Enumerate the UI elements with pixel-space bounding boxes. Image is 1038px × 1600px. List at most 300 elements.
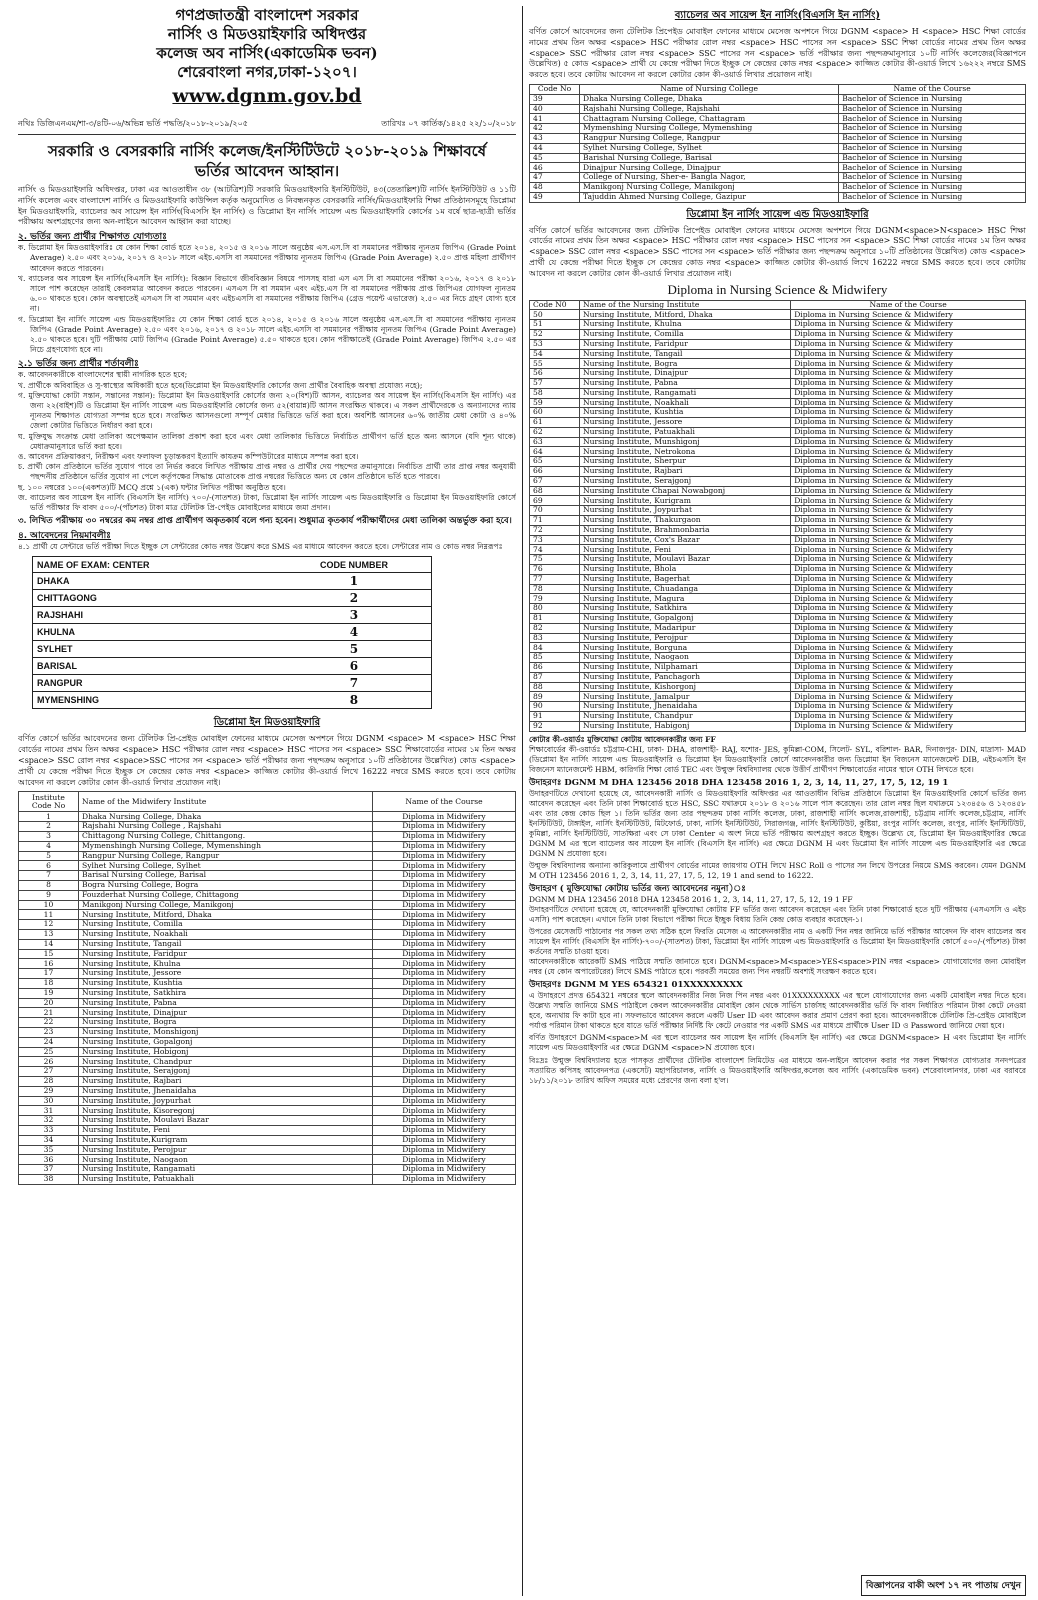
institute-cell: Nursing Institute, Kushtia xyxy=(580,408,791,418)
section-21-heading: ২.১ ভর্তির জন্য প্রার্থীর শর্তাবলীঃ xyxy=(18,359,139,370)
code-cell: 50 xyxy=(530,310,580,320)
course-cell: Diploma in Midwifery xyxy=(372,851,515,861)
example-2-consent: আবেদনকারীকে আরেকটি SMS পাঠিয়ে সম্মতি জানাতে হবে। DGNM<space>M<space>YES<space>PIN নম্বর <space> যোগাযোগের জন্য মোবাইল নম্বর (যে কোন অপারেটরের) লিখে SMS পাঠাতে হবে। পরবর্তী সময়ের জন্য পিন নম্বরটি অবশ্যই সংরক্ষণ করতে হবে। xyxy=(529,956,1026,976)
special-notice: বিঃদ্রঃ উন্মুক্ত বিশ্ববিদ্যালয় হতে পাসকৃত প্রার্থীদের টেলিটক বাংলাদেশ লিমিটেড এর মাধ্যমে অন-লাইনে আবেদন করার পর সকল শিক্ষাগত যোগ্যতার সনদপত্রের সত্যায়িত কপিসহ আবেদনপত্র (একসেট) মহাপরিচালক, নার্সিং ও মিডওয়াইফারি অধিদপ্তর,কলেজ অব নার্সিং (একাডেমিক ভবন) শেরেবাংলানগর, ঢাকা এর বরাবরে ১৮/১১/২০১৮ তারিখ অফিস সময়ের মধ্যে প্রেরণের জন্য বলা হ'ল। xyxy=(529,1055,1026,1085)
table-row xyxy=(530,418,1026,428)
table-row xyxy=(19,988,516,998)
course-cell: Diploma in Nursing Science & Midwifery xyxy=(791,388,1026,398)
institute-cell: Dhaka Nursing College, Dhaka xyxy=(79,812,373,822)
table-row xyxy=(530,623,1026,633)
center-name: DHAKA xyxy=(33,573,277,590)
table-row xyxy=(530,437,1026,447)
code-cell: 73 xyxy=(530,535,580,545)
code-cell: 81 xyxy=(530,614,580,624)
course-cell: Diploma in Nursing Science & Midwifery xyxy=(791,369,1026,379)
institute-cell: Rangpur Nursing College, Rangpur xyxy=(580,133,839,143)
center-code: 5 xyxy=(277,641,432,658)
code-cell: 68 xyxy=(530,486,580,496)
institute-cell: Nursing Institute, Mitford, Dhaka xyxy=(79,910,373,920)
course-cell: Diploma in Midwifery xyxy=(372,920,515,930)
institute-cell: Nursing Institute, Chandpur xyxy=(79,1057,373,1067)
mw-col-code: Institute Code No xyxy=(19,792,79,812)
institute-cell: Nursing Institute, Khulna xyxy=(580,320,791,330)
institute-cell: Sylhet Nursing College, Sylhet xyxy=(580,143,839,153)
bsc-table xyxy=(529,84,1026,203)
institute-cell: College of Nursing, Sher-e- Bangla Nagor, xyxy=(580,173,839,183)
institute-cell: Nursing Institute, Jessore xyxy=(79,969,373,979)
table-row xyxy=(530,192,1026,202)
course-cell: Diploma in Nursing Science & Midwifery xyxy=(791,623,1026,633)
course-cell: Diploma in Nursing Science & Midwifery xyxy=(791,437,1026,447)
reference-date: তারিখঃ ০৭ কার্তিক/১৪২৫ ২২/১০/২০১৮ xyxy=(381,119,516,128)
code-cell: 31 xyxy=(19,1106,79,1116)
code-cell: 88 xyxy=(530,682,580,692)
course-cell: Diploma in Midwifery xyxy=(372,1135,515,1145)
bsc-col-code: Code No xyxy=(530,84,580,94)
institute-cell: Nursing Institute, Serajgonj xyxy=(580,476,791,486)
table-row xyxy=(530,574,1026,584)
code-cell: 62 xyxy=(530,427,580,437)
institute-cell: Nursing Institute, Naogaon xyxy=(79,1155,373,1165)
code-cell: 14 xyxy=(19,939,79,949)
table-row xyxy=(530,476,1026,486)
code-cell: 53 xyxy=(530,339,580,349)
code-cell: 3 xyxy=(19,832,79,842)
table-row xyxy=(530,643,1026,653)
institute-cell: Nursing Institute, Gopalgonj xyxy=(580,614,791,624)
institute-cell: Nursing Institute,Kurigram xyxy=(79,1135,373,1145)
exam-center-table xyxy=(32,556,432,709)
course-cell: Diploma in Midwifery xyxy=(372,979,515,989)
center-code: 2 xyxy=(277,590,432,607)
condition-item: খ. প্রার্থীকে অবিবাহিত ও সু-স্বাস্থ্যের অধিকারী হতে হবে(ডিপ্লোমা ইন মিডওয়াইফারি কোর্সের জন্য প্রার্থীর বৈবাহিক অবস্থা প্রযোজ্য নহে); xyxy=(18,380,423,390)
institute-cell: Nursing Institute, Nilphamari xyxy=(580,663,791,673)
institute-cell: Dinajpur Nursing College, Dinajpur xyxy=(580,163,839,173)
institute-cell: Barisal Nursing College, Barisal xyxy=(79,871,373,881)
code-cell: 30 xyxy=(19,1096,79,1106)
course-cell: Diploma in Midwifery xyxy=(372,1174,515,1184)
course-cell: Diploma in Nursing Science & Midwifery xyxy=(791,476,1026,486)
code-cell: 19 xyxy=(19,988,79,998)
course-cell: Diploma in Nursing Science & Midwifery xyxy=(791,721,1026,731)
course-cell: Diploma in Midwifery xyxy=(372,900,515,910)
institute-cell: Nursing Institute, Borguna xyxy=(580,643,791,653)
table-row xyxy=(530,153,1026,163)
board-keywords: শিক্ষাবোর্ডের কী-ওয়ার্ডঃ চট্টগ্রাম-CHI, ঢাকা- DHA, রাজশাহী- RAJ, যশোর- JES, কুমিল্লা-COM, সিলেট- SYL, বরিশাল- BAR, দিনাজপুর- DIN, মাদ্রাসা- MAD (ডিপ্লোমা ইন নার্সিং সায়েন্স এন্ড মিডওয়াইফারি ও ডিপ্লোমা ইন মিডওয়াইফারি কোর্সে আবেদনকারীর জন্য ডিপ্লোমা ইন বিজনেস ম্যানেজমেন্ট DIB, এইচএসসি ইন বিজনেস ম্যানেজমেন্ট HBM, কারিগরি শিক্ষা বোর্ড TEC এবং উন্মুক্ত বিশ্ববিদ্যালয় থেকে উত্তীর্ণ প্রার্থীগণ শিক্ষাবোর্ডের নামের স্থানে OTH লিখতে হবে। xyxy=(529,744,1026,774)
course-cell: Diploma in Midwifery xyxy=(372,949,515,959)
center-row xyxy=(33,607,432,624)
center-row xyxy=(33,658,432,675)
institute-cell: Nursing Institute, Monshigonj xyxy=(79,1027,373,1037)
course-cell: Diploma in Nursing Science & Midwifery xyxy=(791,496,1026,506)
institute-cell: Dhaka Nursing College, Dhaka xyxy=(580,94,839,104)
course-cell: Diploma in Nursing Science & Midwifery xyxy=(791,447,1026,457)
table-row xyxy=(19,812,516,822)
table-row xyxy=(19,1165,516,1175)
course-cell: Diploma in Nursing Science & Midwifery xyxy=(791,486,1026,496)
example-1-text: উদাহরণটিতে দেখানো হয়েছে যে, আবেদনকারী নার্সিং ও মিডওয়াইফারি অধিদপ্তর এর আওতাধীন বিভিন্ন প্রতিষ্ঠানে ডিপ্লোমা ইন মিডওয়াইফারি কোর্সে ভর্তির জন্য আবেদন করেছেন এবং তিনি ঢাকা শিক্ষাবোর্ড হতে HSC, SSC যথাক্রমে ২০১৮ ও ২০১৬ সালে পাস করেছেন। তার রোল নম্বর ছিল যথাক্রমে ১২৩৪৫৬ ও ১২৩৪৫৮ এবং তার কেন্দ্র কোড ছিল ১। তিনি ভর্তির জন্য তার পছন্দক্রম ঢাকা নার্সিং কলেজ, ঢাকা, রাজশাহী নার্সিং কলেজ,রাজশাহী, চট্টগ্রাম নার্সিং কলেজ,চট্টগ্রাম, নার্সিং ইনস্টিটিউট, টাঙ্গাইল, নার্সিং ইনস্টিটিউট, মিটফোর্ড, ঢাকা, নার্সিং ইনস্টিটিউট, সিরাজগঞ্জ, নার্সিং ইনস্টিটিউট, কুষ্টিয়া, রংপুর নার্সিং কলেজ, রংপুর, নার্সিং ইনস্টিটিউট, কুমিল্লা, নার্সিং ইনস্টিটিউট, সাতক্ষিরা এবং সে ঢাকা Center এ অংশ নিয়ে ভর্তি পরীক্ষায় অংশগ্রহণ করতে ইচ্ছুক। উল্লেখ্য যে, ডিপ্লোমা ইন মিডওয়াইফারির ক্ষেত্রে DGNM M এর স্থলে ব্যাচেলর অব সায়েন্স ইন নার্সিং (বিএসসি ইন নার্সিং) এর ক্ষেত্রে DGNM H এবং ডিপ্লোমা ইন নার্সিং সায়েন্স এন্ড মিডওয়াইফারি এর ক্ষেত্রে DGNM N প্রযোজ্য হবে। xyxy=(529,788,1026,858)
institute-cell: Nursing Institute, Naogaon xyxy=(580,653,791,663)
table-row xyxy=(530,359,1026,369)
table-row xyxy=(19,1125,516,1135)
table-row xyxy=(530,682,1026,692)
course-cell: Diploma in Midwifery xyxy=(372,939,515,949)
table-row xyxy=(530,349,1026,359)
code-cell: 49 xyxy=(530,192,580,202)
condition-item: ছ. ১০০ নম্বরের ১০০(একশত)টি MCQ প্রশ্নে ১(এক) ঘন্টার লিখিত পরীক্ষা অনুষ্ঠিত হবে। xyxy=(18,482,286,492)
table-row xyxy=(530,594,1026,604)
course-cell: Diploma in Midwifery xyxy=(372,1125,515,1135)
table-row xyxy=(530,329,1026,339)
condition-item: গ. মুক্তিযোদ্ধা কোটা সন্তান, সন্তানের সন্তান): ডিপ্লোমা ইন মিডওয়াইফারি কোর্সের জন্য ২০(বিশ)টি আসন, ব্যাচেলর অব সায়েন্স ইন নার্সিং(বিএসসি ইন নার্সিং) এর জন্য ২২(বাইশ)টি ও ডিপ্লোমা ইন নার্সিং সায়েন্স এন্ড মিডওয়াইফারি কোর্সের জন্য ৫২(বায়ান্ন)টি আসন সংরক্ষিত থাকবে। এ সকল প্রার্থীদেরকে ও অন্যান্যদের ন্যায় ন্যূনতম শিক্ষাগত যোগ্যতা সম্পন্ন হতে হবে। সংরক্ষিত আসনগুলো সম্পূর্ণ মেধার ভিত্তিতে ভর্তি করা হবে। অবশিষ্ট আসনের ৬০% জাতীয় মেধা কোটা ও ৪০% জেলা কোটার ভিত্তিতে নির্ধারণ করা হবে। xyxy=(18,390,516,431)
dnsm-table xyxy=(529,300,1026,732)
course-cell: Diploma in Midwifery xyxy=(372,871,515,881)
code-cell: 63 xyxy=(530,437,580,447)
table-row xyxy=(19,939,516,949)
code-cell: 70 xyxy=(530,506,580,516)
mw-col-course: Name of the Course xyxy=(372,792,515,812)
course-cell: Diploma in Midwifery xyxy=(372,1086,515,1096)
code-cell: 86 xyxy=(530,663,580,673)
center-code: 1 xyxy=(277,573,432,590)
institute-cell: Nursing Institute, Faridpur xyxy=(580,339,791,349)
course-cell: Diploma in Midwifery xyxy=(372,1165,515,1175)
condition-item: ঘ. মুক্তিযুদ্ধ সংক্রান্ত মেধা তালিকা অপেক্ষমান তালিকা প্রকাশ করা হবে এবং মেধা তালিকার ভিত্তিতে নির্বাচিত প্রার্থীগণ ভর্তি হতে অন্য আসনে (যদি শূন্য থাকে) মেধাক্রমানুসারে ভর্তি করা হবে। xyxy=(18,431,516,451)
course-cell: Bachelor of Science in Nursing xyxy=(839,143,1026,153)
institute-cell: Nursing Institute, Satkhira xyxy=(580,604,791,614)
code-cell: 25 xyxy=(19,1047,79,1057)
table-row xyxy=(530,535,1026,545)
institute-cell: Nursing Institute, Madaripur xyxy=(580,623,791,633)
code-cell: 56 xyxy=(530,369,580,379)
center-row xyxy=(33,624,432,641)
course-cell: Diploma in Midwifery xyxy=(372,910,515,920)
center-name: MYMENSHING xyxy=(33,692,277,709)
table-row xyxy=(530,692,1026,702)
table-row xyxy=(530,584,1026,594)
code-cell: 77 xyxy=(530,574,580,584)
code-cell: 48 xyxy=(530,182,580,192)
code-cell: 33 xyxy=(19,1125,79,1135)
institute-cell: Nursing Institute, Gopalgonj xyxy=(79,1037,373,1047)
code-cell: 12 xyxy=(19,920,79,930)
institute-cell: Nursing Institute, Kishorgonj xyxy=(580,682,791,692)
institute-cell: Nursing Institute, Habigonj xyxy=(580,721,791,731)
code-cell: 66 xyxy=(530,467,580,477)
code-cell: 13 xyxy=(19,930,79,940)
code-cell: 54 xyxy=(530,349,580,359)
table-row xyxy=(530,369,1026,379)
dnsm-col-code: Code N0 xyxy=(530,300,580,310)
course-cell: Diploma in Nursing Science & Midwifery xyxy=(791,329,1026,339)
course-cell: Diploma in Nursing Science & Midwifery xyxy=(791,545,1026,555)
code-cell: 20 xyxy=(19,998,79,1008)
code-cell: 76 xyxy=(530,565,580,575)
institute-cell: Nursing Institute, Serajgonj xyxy=(79,1067,373,1077)
institute-cell: Nursing Institute, Moulavi Bazar xyxy=(79,1116,373,1126)
institute-cell: Nursing Institute, Kurigram xyxy=(580,496,791,506)
institute-cell: Nursing Institute Chapai Nowabgonj xyxy=(580,486,791,496)
institute-cell: Fouzderhat Nursing College, Chittagong xyxy=(79,890,373,900)
dnsm-english-heading: Diploma in Nursing Science & Midwifery xyxy=(667,281,888,297)
table-row xyxy=(19,851,516,861)
code-cell: 44 xyxy=(530,143,580,153)
reference-row xyxy=(18,118,516,135)
institute-cell: Nursing Institute, Feni xyxy=(580,545,791,555)
bsc-col-course: Name of the Course xyxy=(839,84,1026,94)
code-cell: 61 xyxy=(530,418,580,428)
course-cell: Diploma in Nursing Science & Midwifery xyxy=(791,682,1026,692)
center-row xyxy=(33,590,432,607)
midwifery-instructions: বর্ণিত কোর্সে ভর্তির আবেদনের জন্য টেলিটক প্রি-প্রেইড মোবাইল ফোনের মাধ্যমে মেসেজ অপশনে গিয়ে DGNM <space> M <space> HSC শিক্ষা বোর্ডের নামের প্রথম তিন অক্ষর <space> HSC পরীক্ষার রোল নম্বর <space> HSC পাসের সন <space> SSC শিক্ষাবোর্ডের নামের ১ম তিন অক্ষর <space> SSC রোল নম্বর <space>SSC পাসের সন <space> ভর্তি পরীক্ষার জন্য পছন্দক্রম অনুসারে ১০টি প্রতিষ্ঠানের উল্লেখিত) কোড <space> প্রার্থী যে কেন্দ্রে পরীক্ষা দিতে ইচ্ছুক সে কেন্দ্রের কোড নম্বর <space> কাজ্জিত কোটার কী-ওয়ার্ড লিখে 16222 নম্বরে SMS করতে হবে। তবে কোটায় আবেদন না করলে কোটার কোন কী-ওয়ার্ড লিখার প্রয়োজন নাই। xyxy=(18,734,516,787)
course-cell: Diploma in Nursing Science & Midwifery xyxy=(791,506,1026,516)
institute-cell: Nursing Institute, Pabna xyxy=(580,378,791,388)
code-cell: 32 xyxy=(19,1116,79,1126)
code-cell: 1 xyxy=(19,812,79,822)
table-row xyxy=(530,672,1026,682)
course-cell: Diploma in Nursing Science & Midwifery xyxy=(791,427,1026,437)
institute-cell: Nursing Institute, Cox's Bazar xyxy=(580,535,791,545)
course-cell: Diploma in Midwifery xyxy=(372,1067,515,1077)
code-cell: 83 xyxy=(530,633,580,643)
course-cell: Diploma in Nursing Science & Midwifery xyxy=(791,565,1026,575)
institute-cell: Nursing Institute, Thakurgaon xyxy=(580,516,791,526)
code-cell: 10 xyxy=(19,900,79,910)
institute-cell: Nursing Institute, Comilla xyxy=(580,329,791,339)
code-cell: 29 xyxy=(19,1086,79,1096)
code-cell: 24 xyxy=(19,1037,79,1047)
table-row xyxy=(19,890,516,900)
code-cell: 2 xyxy=(19,822,79,832)
institute-cell: Nursing Institute, Pabna xyxy=(79,998,373,1008)
table-row xyxy=(530,525,1026,535)
institute-cell: Nursing Institute, Chuadanga xyxy=(580,584,791,594)
institute-cell: Manikgonj Nursing College, Manikgonj xyxy=(580,182,839,192)
course-cell: Diploma in Midwifery xyxy=(372,890,515,900)
table-row xyxy=(19,969,516,979)
course-cell: Diploma in Midwifery xyxy=(372,841,515,851)
dnsm-col-course: Name of the Course xyxy=(791,300,1026,310)
course-cell: Diploma in Nursing Science & Midwifery xyxy=(791,408,1026,418)
center-name: CHITTAGONG xyxy=(33,590,277,607)
institute-cell: Rangpur Nursing College, Rangpur xyxy=(79,851,373,861)
institute-cell: Nursing Institute, Brahmonbaria xyxy=(580,525,791,535)
course-cell: Diploma in Nursing Science & Midwifery xyxy=(791,320,1026,330)
code-cell: 7 xyxy=(19,871,79,881)
center-name: RANGPUR xyxy=(33,675,277,692)
table-row xyxy=(19,1027,516,1037)
center-col-name: NAME OF EXAM: CENTER xyxy=(37,559,150,570)
institute-cell: Chattagram Nursing College, Chattagram xyxy=(580,114,839,124)
course-cell: Diploma in Nursing Science & Midwifery xyxy=(791,633,1026,643)
code-cell: 40 xyxy=(530,104,580,114)
quota-keyword: কোটার কী-ওয়ার্ডঃ মুক্তিযোদ্ধা কোটায় আবেদনকারীর জন্য FF xyxy=(529,734,716,744)
course-cell: Bachelor of Science in Nursing xyxy=(839,94,1026,104)
course-cell: Bachelor of Science in Nursing xyxy=(839,133,1026,143)
table-row xyxy=(530,114,1026,124)
table-row xyxy=(530,143,1026,153)
institute-cell: Rajshahi Nursing College , Rajshahi xyxy=(79,822,373,832)
center-name: RAJSHAHI xyxy=(33,607,277,624)
course-cell: Diploma in Nursing Science & Midwifery xyxy=(791,310,1026,320)
institute-cell: Bogra Nursing College, Bogra xyxy=(79,881,373,891)
course-cell: Diploma in Midwifery xyxy=(372,1116,515,1126)
institute-cell: Sylhet Nursing College, Sylhet xyxy=(79,861,373,871)
table-row xyxy=(19,979,516,989)
table-row xyxy=(19,1047,516,1057)
table-row xyxy=(19,861,516,871)
institute-cell: Nursing Institute, Bagerhat xyxy=(580,574,791,584)
course-cell: Diploma in Midwifery xyxy=(372,812,515,822)
header-line-3: কলেজ অব নার্সিং(একাডেমিক ভবন) xyxy=(156,44,378,62)
dnsm-col-name: Name of the Nursing Institute xyxy=(580,300,791,310)
code-cell: 87 xyxy=(530,672,580,682)
table-row xyxy=(19,1076,516,1086)
center-code: 4 xyxy=(277,624,432,641)
section-2-ka: ক. ডিপ্লোমা ইন মিডওয়াইফারিঃ যে কোন শিক্ষা বোর্ড হতে ২০১৪, ২০১৫ ও ২০১৬ সালে অনুষ্ঠেয় এস.এস.সি বা সমমানের পরীক্ষায় ন্যূনতম জিপিএ (Grade Point Average) ২.৫০ এবং ২০১৬, ২০১৭ ও ২০১৮ সালে এইচ.এসসি বা সমমানের পরীক্ষায় ন্যূনতম জিপিএ (Grade Poin Average) ২.৫০ প্রাপ্ত মহিলা প্রার্থীগণ আবেদন করতে পারবেন। xyxy=(18,243,516,273)
code-cell: 39 xyxy=(530,94,580,104)
example-2-label: উদাহরণ ( মুক্তিযোদ্ধা কোটায় ভর্তির জন্য আবেদনের নমুনা)ঃ xyxy=(529,883,746,894)
title-line-2: ভর্তির আবেদন আহ্বান। xyxy=(194,162,340,180)
institute-cell: Nursing Institute, Dinajpur xyxy=(580,369,791,379)
course-cell: Diploma in Midwifery xyxy=(372,1018,515,1028)
course-cell: Diploma in Nursing Science & Midwifery xyxy=(791,672,1026,682)
course-cell: Diploma in Nursing Science & Midwifery xyxy=(791,418,1026,428)
code-cell: 9 xyxy=(19,890,79,900)
center-row xyxy=(33,641,432,658)
code-cell: 57 xyxy=(530,378,580,388)
code-cell: 58 xyxy=(530,388,580,398)
institute-cell: Nursing Institute, Perojpur xyxy=(580,633,791,643)
example-3-note: বর্ণিত উদাহরণে DGNM<space>M এর স্থলে ব্যাচেলর অব সায়েন্স ইন নার্সিং (বিএসসি ইন নার্সিং) এর ক্ষেত্রে DGNM<space> H এবং ডিপ্লোমা ইন নার্সিং সায়েন্স এন্ড মিডওয়াইফারি এর ক্ষেত্রে DGNM <space>N প্রযোজ্য হবে। xyxy=(529,1032,1026,1052)
code-cell: 23 xyxy=(19,1027,79,1037)
institute-cell: Nursing Institute, Bogra xyxy=(580,359,791,369)
course-cell: Diploma in Midwifery xyxy=(372,988,515,998)
table-row xyxy=(530,721,1026,731)
table-row xyxy=(530,457,1026,467)
code-cell: 59 xyxy=(530,398,580,408)
code-cell: 91 xyxy=(530,712,580,722)
course-cell: Diploma in Midwifery xyxy=(372,881,515,891)
table-row xyxy=(19,1037,516,1047)
course-cell: Diploma in Nursing Science & Midwifery xyxy=(791,604,1026,614)
course-cell: Diploma in Midwifery xyxy=(372,822,515,832)
table-row xyxy=(530,378,1026,388)
institute-cell: Rajshahi Nursing College, Rajshahi xyxy=(580,104,839,114)
bsc-instructions: বর্ণিত কোর্সে আবেদনের জন্য টেলিটক প্রিপেইড মোবাইল ফোনের মাধ্যমে মেসেজ অপশনে গিয়ে DGNM <space> H <space> HSC শিক্ষা বোর্ডের নামের প্রথম তিন অক্ষর <space> HSC পরীক্ষার রোল নম্বর <space> HSC পাসের সন <space> SSC শিক্ষা বোর্ডের নামের প্রথম তিন অক্ষর <space> SSC পরীক্ষার রোল নম্বর <space> SSC পাসের সন <space> ভর্তি পরীক্ষার জন্য পছন্দক্রমানুসারে ১০টি নার্সিং কলেজের(বিজ্ঞাপনে উল্লেখিত) ৫ কোড <space> প্রার্থী যে কেন্দ্রে পরীক্ষা দিতে ইচ্ছুক সে কেন্দ্রের কোড নম্বর <space> কাজ্জিত কোটার কী-ওয়ার্ড লিখে ১৬২২২ নম্বরে SMS করতে হবে। তবে কোটায় আবেদন না করলে কোটার কোন কী-ওয়ার্ড লিখার প্রয়োজন নাই। xyxy=(529,27,1026,80)
institute-cell: Nursing Institute, Hobigonj xyxy=(79,1047,373,1057)
institute-cell: Nursing Institute, Chandpur xyxy=(580,712,791,722)
course-cell: Diploma in Midwifery xyxy=(372,1106,515,1116)
course-cell: Bachelor of Science in Nursing xyxy=(839,153,1026,163)
table-row xyxy=(19,871,516,881)
institute-cell: Nursing Institute, Tangail xyxy=(79,939,373,949)
course-cell: Diploma in Nursing Science & Midwifery xyxy=(791,339,1026,349)
institute-cell: Nursing Institute, Joypurhat xyxy=(79,1096,373,1106)
code-cell: 67 xyxy=(530,476,580,486)
course-cell: Diploma in Nursing Science & Midwifery xyxy=(791,359,1026,369)
table-row xyxy=(19,1135,516,1145)
course-cell: Diploma in Nursing Science & Midwifery xyxy=(791,663,1026,673)
condition-item: ঙ. আবেদন প্রক্রিয়াকরণ, নিরীক্ষণ এবং ফলাফল চূড়ান্তকরণ ইত্যাদি কাযক্রম কম্পিউটারের মাধ্যমে সম্পন্ন করা হবে। xyxy=(18,452,359,462)
course-cell: Diploma in Midwifery xyxy=(372,832,515,842)
institute-cell: Nursing Institute, Tangail xyxy=(580,349,791,359)
code-cell: 79 xyxy=(530,594,580,604)
institute-cell: Nursing Institute, Patuakhali xyxy=(580,427,791,437)
course-cell: Diploma in Midwifery xyxy=(372,1057,515,1067)
table-row xyxy=(530,506,1026,516)
table-row xyxy=(530,94,1026,104)
header-line-1: গণপ্রজাতন্ত্রী বাংলাদেশ সরকার xyxy=(175,6,359,24)
section-4-heading: ৪. আবেদনের নিয়মাবলীঃ xyxy=(18,531,111,542)
institute-cell: Mymenshing Nursing College, Mymenshing xyxy=(580,124,839,134)
letterhead xyxy=(18,6,516,108)
institute-cell: Manikgonj Nursing College, Manikgonj xyxy=(79,900,373,910)
code-cell: 26 xyxy=(19,1057,79,1067)
institute-cell: Nursing Institute, Joypurhat xyxy=(580,506,791,516)
course-cell: Diploma in Nursing Science & Midwifery xyxy=(791,378,1026,388)
institute-cell: Nursing Institute, Mitford, Dhaka xyxy=(580,310,791,320)
institute-cell: Nursing Institute, Bhola xyxy=(580,565,791,575)
table-row xyxy=(19,959,516,969)
code-cell: 27 xyxy=(19,1067,79,1077)
code-cell: 43 xyxy=(530,133,580,143)
institute-cell: Nursing Institute, Bogra xyxy=(79,1018,373,1028)
table-row xyxy=(19,900,516,910)
table-row xyxy=(19,1057,516,1067)
condition-item: জ. ব্যাচেলর অব সায়েন্স ইন নার্সিং (বিএসসি ইন নার্সিং) ৭০০/-(সাতশত) টাকা, ডিপ্লোমা ইন নার্সিং সায়েন্স এন্ড মিডওয়াইফারি ও ডিপ্লোমা ইন মিডওয়াইফারি কোর্সে ভর্তি পরীক্ষার ফি বাবদ ৫০০/-(পাঁচশত) টাকা মাত্র টেলিটক প্রি-পেইড মোবাইলের মাধ্যমে জমা প্রদান। xyxy=(18,492,516,513)
code-cell: 35 xyxy=(19,1145,79,1155)
center-name: KHULNA xyxy=(33,624,277,641)
table-row xyxy=(530,545,1026,555)
code-cell: 65 xyxy=(530,457,580,467)
course-cell: Diploma in Midwifery xyxy=(372,959,515,969)
bsc-heading: ব্যাচেলর অব সায়েন্স ইন নার্সিং(বিএসসি ইন নার্সিং) xyxy=(674,10,881,21)
code-cell: 47 xyxy=(530,173,580,183)
course-cell: Diploma in Midwifery xyxy=(372,1145,515,1155)
course-cell: Diploma in Nursing Science & Midwifery xyxy=(791,516,1026,526)
table-row xyxy=(530,104,1026,114)
table-row xyxy=(530,663,1026,673)
example-2-reply: উপরের মেসেজটি পাঠানোর পর সকল তথ্য সঠিক হলে ফিরতি মেসেজ এ আবেদনকারীর নাম ও একটি পিন নম্বর জানিয়ে ভর্তি পরীক্ষার আবেদন ফি বাবদ ব্যাচেলর অব সায়েন্স ইন নার্সিং (বিএসসি ইন নার্সিং)-৭০০/-(সাতশত) টাকা, ডিপ্লোমা ইন নার্সিং সায়েন্স এন্ড মিডওয়াইফারি ও ডিপ্লোমা ইন মিডওয়াইফারি কোর্সে ৫০০/-(পাঁচশত) টাকা কর্তনের সম্মতি চাওয়া হবে। xyxy=(529,926,1026,956)
code-cell: 15 xyxy=(19,949,79,959)
course-cell: Bachelor of Science in Nursing xyxy=(839,163,1026,173)
table-row xyxy=(530,133,1026,143)
code-cell: 28 xyxy=(19,1076,79,1086)
code-cell: 36 xyxy=(19,1155,79,1165)
code-cell: 11 xyxy=(19,910,79,920)
code-cell: 74 xyxy=(530,545,580,555)
course-cell: Diploma in Nursing Science & Midwifery xyxy=(791,692,1026,702)
table-row xyxy=(19,1145,516,1155)
website-link[interactable]: www.dgnm.gov.bd xyxy=(172,85,362,107)
course-cell: Diploma in Midwifery xyxy=(372,1027,515,1037)
code-cell: 69 xyxy=(530,496,580,506)
table-row xyxy=(19,832,516,842)
code-cell: 18 xyxy=(19,979,79,989)
table-row xyxy=(530,398,1026,408)
table-row xyxy=(19,881,516,891)
center-code: 3 xyxy=(277,607,432,624)
institute-cell: Nursing Institute, Feni xyxy=(79,1125,373,1135)
institute-cell: Nursing Institute, Jessore xyxy=(580,418,791,428)
table-row xyxy=(530,124,1026,134)
code-cell: 85 xyxy=(530,653,580,663)
course-cell: Diploma in Midwifery xyxy=(372,1037,515,1047)
example-3-text: এ উদাহরণে প্রদত্ত 654321 নম্বরের স্থলে আবেদনকারীর নিজ নিজ পিন নম্বর এবং 01XXXXXXXXX এর স্থলে যোগাযোগের জন্য একটি মোবাইল নম্বর দিতে হবে। উল্লেখ্য সম্মতি জানিয়ে SMS পাঠাইলে কেবল আবেদনকারীর মোবাইল কোন থেকে সার্ভিস চার্জসহ আবেদনকারীর ভর্তি ফি বাবদ নির্ধারিত পরিমান টাকা কেটে নেওয়া হবে, অন্যথায় ফি কাটা হবে না। সফলভাবে আবেদন করলে একটি User ID এবং আবেদন করার প্রমাণ প্রেরণ করা হবে। আবেদনকারীকে টেলিটক প্রি-প্রেইড মোবাইলে পর্যাপ্ত পরিমান টাকা থাকতে হবে যাতে ভর্তি পরীক্ষার নির্দিষ্ট ফি কেটে নেওয়ার পর একটি SMS এর মাধ্যমে প্রার্থীকে User ID ও Password জানিয়ে দেয়া হবে। xyxy=(529,990,1026,1030)
center-code: 7 xyxy=(277,675,432,692)
code-cell: 41 xyxy=(530,114,580,124)
